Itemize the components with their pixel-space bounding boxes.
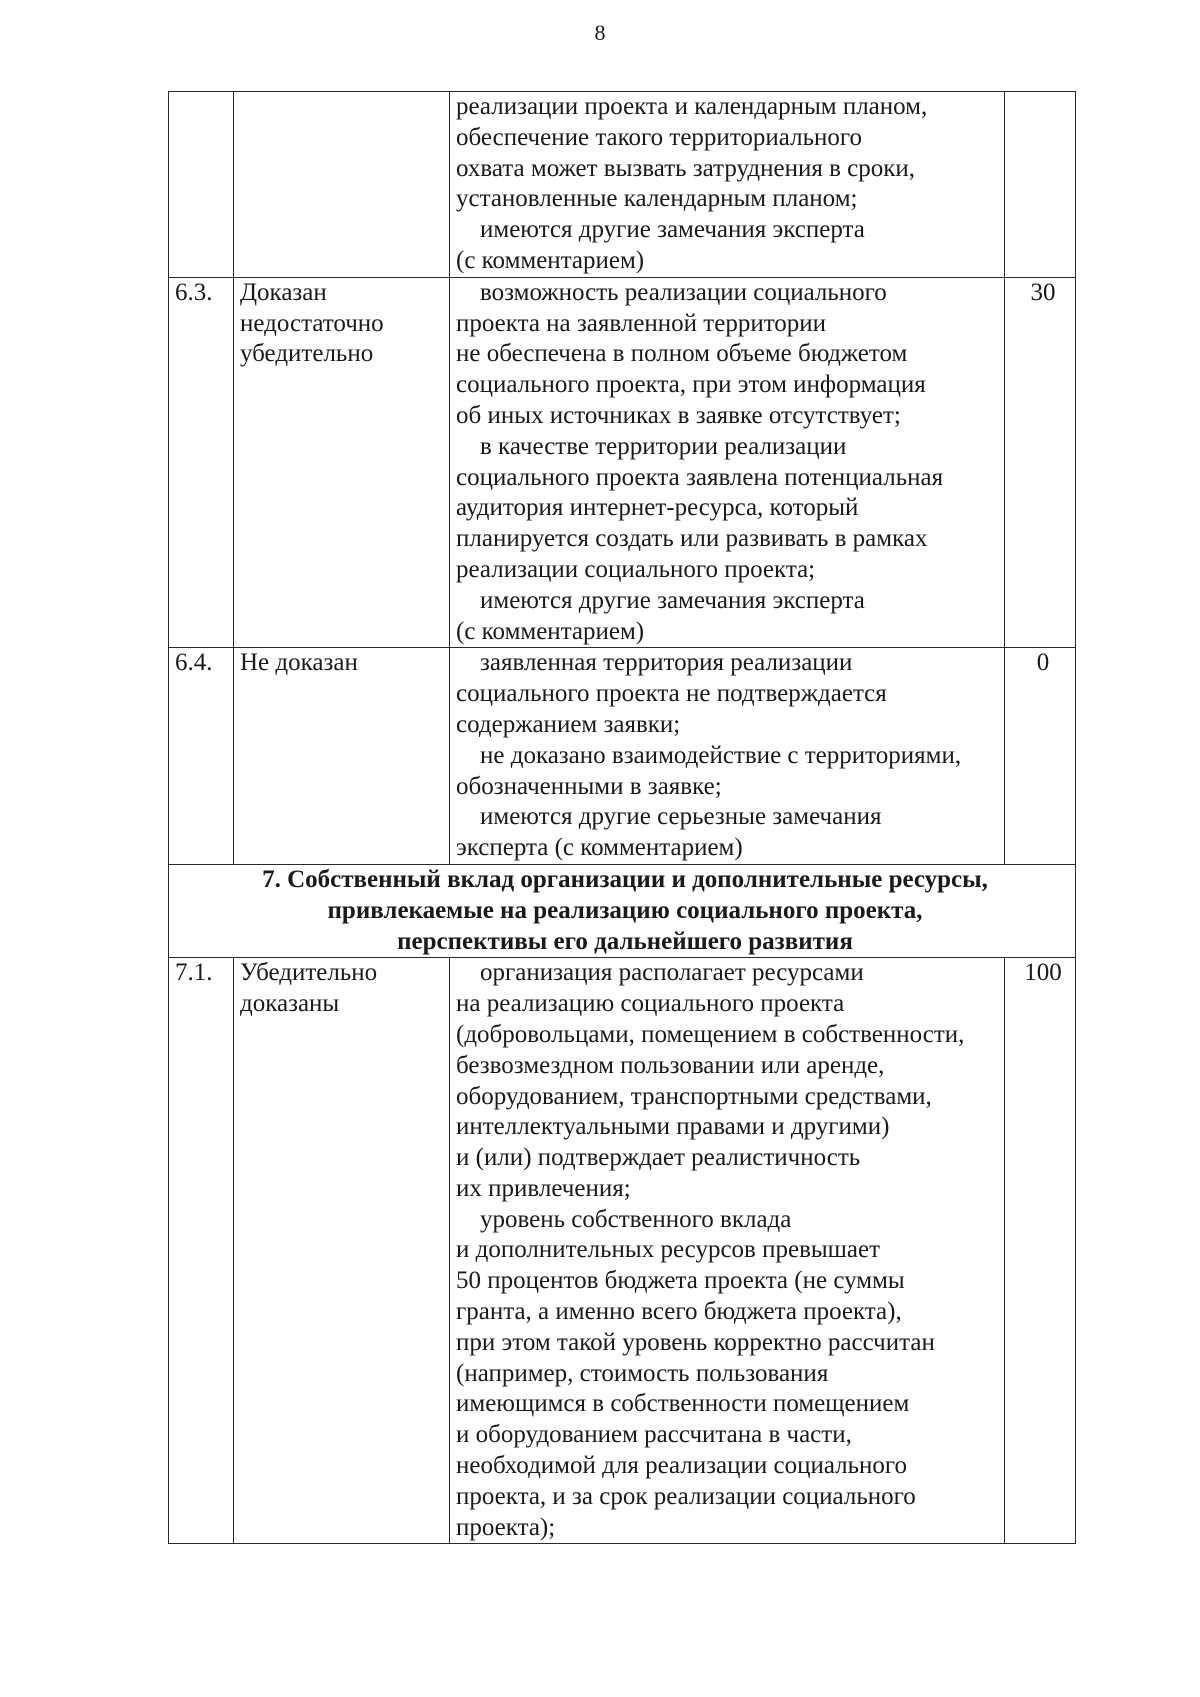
criteria-description <box>450 648 1005 865</box>
description-line: возможность реализации социального <box>480 278 887 306</box>
description-line: в качестве территории реализации <box>480 432 847 460</box>
description-line: 50 процентов бюджета проекта (не суммы <box>456 1267 905 1295</box>
description-line: обеспечение такого территориального <box>456 123 862 151</box>
description-line: обозначенными в заявке; <box>456 772 722 800</box>
points-value: 30 <box>1005 277 1076 648</box>
section-row <box>169 864 1076 957</box>
description-line: аудитория интернет-ресурса, который <box>456 494 859 522</box>
description-line: охвата может вызвать затруднения в сроки, <box>456 154 916 182</box>
assessment-level <box>234 958 450 1544</box>
criteria-row <box>169 277 1076 648</box>
criteria-row <box>169 648 1076 865</box>
assessment-level-line: Не доказан <box>240 649 358 677</box>
description-line: проекта, и за срок реализации социального <box>456 1482 916 1510</box>
section-heading-line: привлекаемые на реализацию социального проекта, <box>327 896 923 924</box>
assessment-level-line: доказаны <box>240 990 340 1018</box>
description-line: не доказано взаимодействие с территориями, <box>480 741 962 769</box>
description-line: и (или) подтверждает реалистичность <box>456 1144 861 1172</box>
section-heading-line: перспективы его дальнейшего развития <box>397 927 853 955</box>
description-line: уровень собственного вклада <box>480 1205 792 1233</box>
item-number <box>169 92 234 278</box>
criteria-row <box>169 958 1076 1544</box>
points-value <box>1005 92 1076 278</box>
assessment-level-line: недостаточно <box>240 309 384 337</box>
description-line: имеются другие замечания эксперта <box>480 216 865 244</box>
description-line: реализации социального проекта; <box>456 555 816 583</box>
criteria-description <box>450 277 1005 648</box>
description-line: планируется создать или развивать в рамках <box>456 525 928 553</box>
description-line: (добровольцами, помещением в собственности, <box>456 1020 965 1048</box>
description-line: гранта, а именно всего бюджета проекта), <box>456 1298 902 1326</box>
description-line: имеются другие замечания эксперта <box>480 586 865 614</box>
section-heading <box>169 864 1076 957</box>
description-line: социального проекта, при этом информация <box>456 371 926 399</box>
item-number: 6.3. <box>169 277 234 648</box>
description-line: (с комментарием) <box>456 246 645 274</box>
description-line: социального проекта заявлена потенциальная <box>456 463 944 491</box>
description-line: не обеспечена в полном объеме бюджетом <box>456 340 908 368</box>
description-line: об иных источниках в заявке отсутствует; <box>456 401 901 429</box>
description-line: и оборудованием рассчитана в части, <box>456 1421 852 1449</box>
points-value: 0 <box>1005 648 1076 865</box>
assessment-level <box>234 277 450 648</box>
assessment-level-line: Убедительно <box>240 959 378 987</box>
item-number: 7.1. <box>169 958 234 1544</box>
description-line: проекта); <box>456 1513 556 1541</box>
points-value: 100 <box>1005 958 1076 1544</box>
description-line: безвозмездном пользовании или аренде, <box>456 1051 885 1079</box>
description-line: имеющимся в собственности помещением <box>456 1390 910 1418</box>
assessment-level <box>234 648 450 865</box>
description-line: проекта на заявленной территории <box>456 309 827 337</box>
section-heading-line: 7. Собственный вклад организации и дополнительные ресурсы, <box>262 865 988 893</box>
criteria-table <box>168 91 1076 1544</box>
description-line: организация располагает ресурсами <box>480 959 864 987</box>
description-line: заявленная территория реализации <box>480 649 853 677</box>
description-line: их привлечения; <box>456 1174 631 1202</box>
description-line: содержанием заявки; <box>456 710 681 738</box>
item-number: 6.4. <box>169 648 234 865</box>
criteria-table-body <box>169 92 1076 1544</box>
description-line: (например, стоимость пользования <box>456 1359 829 1387</box>
description-line: интеллектуальными правами и другими) <box>456 1113 890 1141</box>
description-line: реализации проекта и календарным планом, <box>456 93 928 120</box>
assessment-level <box>234 92 450 278</box>
criteria-description <box>450 958 1005 1544</box>
description-line: на реализацию социального проекта <box>456 990 845 1018</box>
description-line: социального проекта не подтверждается <box>456 680 887 708</box>
criteria-row <box>169 92 1076 278</box>
description-line: оборудованием, транспортными средствами, <box>456 1082 932 1110</box>
assessment-level-line: Доказан <box>240 278 327 306</box>
assessment-level-line: убедительно <box>240 340 374 368</box>
description-line: необходимой для реализации социального <box>456 1452 908 1480</box>
description-line: при этом такой уровень корректно рассчитан <box>456 1328 935 1356</box>
description-line: (с комментарием) <box>456 617 645 645</box>
criteria-description <box>450 92 1005 278</box>
description-line: установленные календарным планом; <box>456 185 858 213</box>
description-line: эксперта (с комментарием) <box>456 834 743 862</box>
page-number: 8 <box>594 20 606 45</box>
description-line: и дополнительных ресурсов превышает <box>456 1236 881 1264</box>
description-line: имеются другие серьезные замечания <box>480 803 882 831</box>
